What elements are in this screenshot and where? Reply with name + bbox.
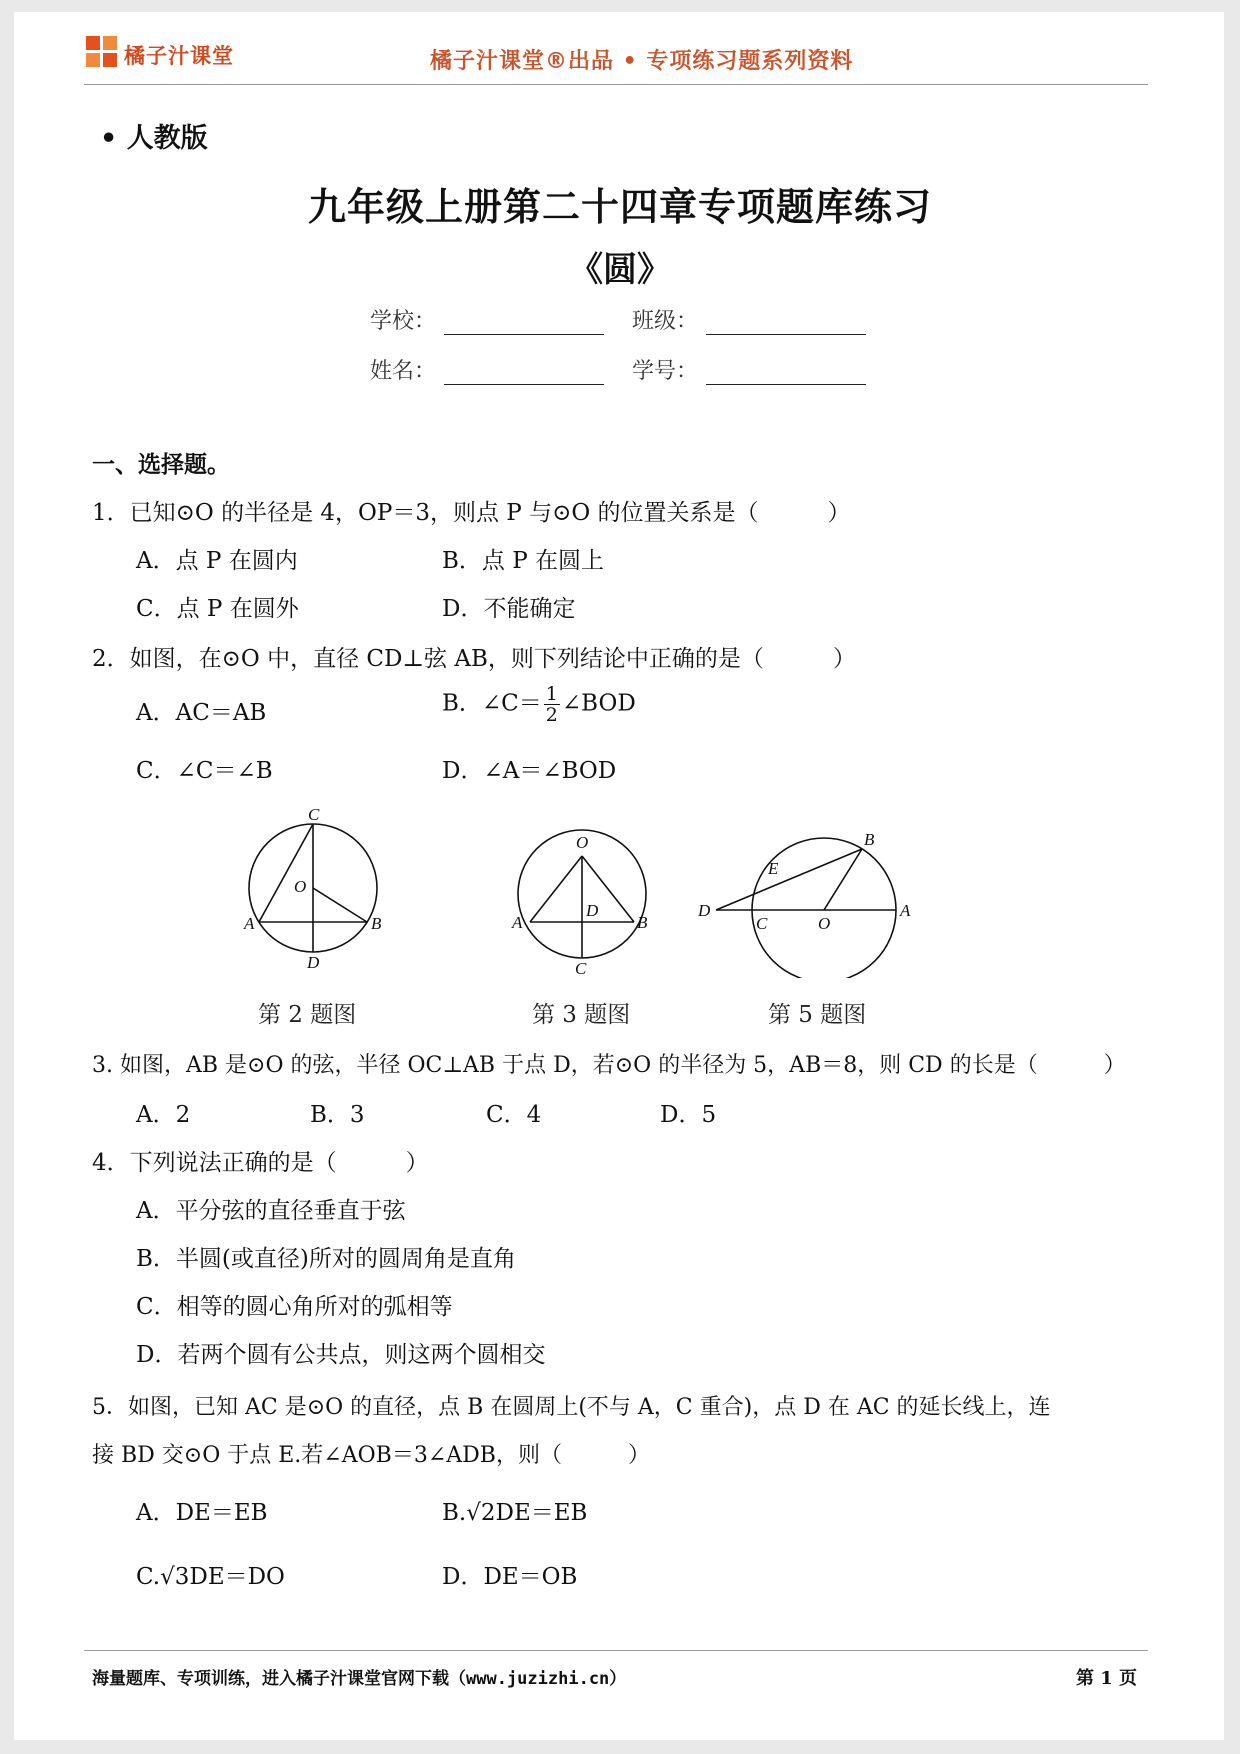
fig2-label-a: A (244, 914, 255, 933)
fig5-label-c: C (756, 914, 768, 933)
fig2-label-c: C (308, 805, 320, 824)
q4-option-c[interactable]: C．相等的圆心角所对的弧相等 (136, 1294, 453, 1320)
fig3-label-o: O (576, 833, 589, 852)
figure-3-caption: 第 3 题图 (532, 1002, 631, 1028)
q3-option-c[interactable]: C．4 (486, 1102, 542, 1128)
name-field[interactable] (370, 354, 604, 385)
question-2-stem: 2．如图，在⊙O 中，直径 CD⊥弦 AB，则下列结论中正确的是（ ） (92, 646, 856, 672)
footer-text: 海量题库、专项训练，进入橘子汁课堂官网下载（www.juzizhi.cn） (92, 1669, 627, 1689)
fig5-label-e: E (768, 859, 779, 878)
q2-option-b[interactable] (442, 684, 636, 725)
q3-option-b[interactable]: B．3 (310, 1102, 365, 1128)
q4-option-a[interactable]: A．平分弦的直径垂直于弦 (136, 1198, 406, 1224)
q2-option-d[interactable]: D．∠A＝∠BOD (442, 758, 617, 784)
page-subtitle: 《圆》 (569, 250, 671, 290)
q2-option-b-suffix: ∠BOD (561, 690, 636, 717)
fig5-label-d: D (698, 901, 711, 920)
question-1-stem: 1．已知⊙O 的半径是 4，OP＝3，则点 P 与⊙O 的位置关系是（ ） (92, 500, 851, 526)
fig5-label-a: A (900, 901, 911, 920)
fig3-label-d: D (586, 901, 599, 920)
q1-option-b[interactable]: B．点 P 在圆上 (442, 548, 604, 574)
q2-option-b-prefix: B．∠C＝ (442, 690, 542, 717)
figure-2-caption: 第 2 题图 (258, 1002, 357, 1028)
q5-option-d[interactable]: D．DE＝OB (442, 1564, 578, 1590)
name-label: 姓名： (370, 359, 437, 384)
edition-label: • 人教版 (100, 123, 208, 154)
q2-option-a[interactable]: A．AC＝AB (136, 700, 267, 726)
header-divider (84, 84, 1148, 85)
name-input-line[interactable] (444, 360, 604, 385)
number-field[interactable] (632, 354, 866, 385)
q4-option-d[interactable]: D．若两个圆有公共点，则这两个圆相交 (136, 1342, 546, 1368)
fig2-label-o: O (294, 877, 307, 896)
q3-option-a[interactable]: A．2 (136, 1102, 191, 1128)
logo-icon (84, 34, 120, 70)
header-title: 橘子汁课堂®出品 • 专项练习题系列资料 (430, 49, 854, 74)
q5-option-c[interactable]: C.√3DE＝DO (136, 1564, 285, 1590)
section-heading: 一、选择题。 (92, 452, 230, 478)
fig5-label-o: O (818, 914, 831, 933)
q1-option-c[interactable]: C．点 P 在圆外 (136, 596, 299, 622)
fig3-label-c: C (575, 959, 587, 978)
fig3-radius-oa (530, 856, 582, 922)
fraction (544, 684, 560, 725)
fig2-segment-ca (259, 824, 313, 922)
q5-option-a[interactable]: A．DE＝EB (136, 1500, 268, 1526)
number-label: 学号： (632, 359, 699, 384)
footer-divider (84, 1650, 1148, 1651)
school-input-line[interactable] (444, 310, 604, 335)
q3-option-d[interactable]: D．5 (660, 1102, 717, 1128)
logo-text: 橘子汁课堂 (124, 44, 234, 68)
page-number: 第 1 页 (1076, 1668, 1138, 1689)
q2-option-c[interactable]: C．∠C＝∠B (136, 758, 273, 784)
page-title: 九年级上册第二十四章专项题库练习 (307, 185, 932, 229)
fig3-label-b: B (637, 913, 648, 932)
fig5-line-db (716, 849, 862, 910)
q1-option-a[interactable]: A．点 P 在圆内 (136, 548, 298, 574)
question-3-stem: 3. 如图，AB 是⊙O 的弦，半径 OC⊥AB 于点 D，若⊙O 的半径为 5，AB＝8，则 CD 的长是（ ） (92, 1053, 1126, 1078)
q4-option-b[interactable]: B．半圆(或直径)所对的圆周角是直角 (136, 1246, 516, 1272)
fig2-label-d: D (307, 953, 320, 972)
fraction-denominator: 2 (545, 704, 558, 726)
question-5-stem-line-2: 接 BD 交⊙O 于点 E.若∠AOB＝3∠ADB，则（ ） (92, 1443, 650, 1468)
q5-option-b[interactable]: B.√2DE＝EB (442, 1500, 588, 1526)
fraction-numerator: 1 (545, 683, 558, 705)
question-4-stem: 4．下列说法正确的是（ ） (92, 1150, 429, 1176)
number-input-line[interactable] (706, 360, 866, 385)
school-label: 学校： (370, 309, 437, 334)
fig2-label-b: B (371, 914, 382, 933)
q1-option-d[interactable]: D．不能确定 (442, 596, 576, 622)
question-5-stem-line-1: 5．如图，已知 AC 是⊙O 的直径，点 B 在圆周上(不与 A，C 重合)，点 D 在 AC 的延长线上，连 (92, 1395, 1051, 1420)
figure-5 (694, 828, 924, 978)
fig5-label-b: B (864, 830, 875, 849)
figure-5-caption: 第 5 题图 (768, 1002, 867, 1028)
class-field[interactable] (632, 304, 866, 335)
fig5-radius-ob (824, 849, 862, 910)
fig2-segment-ob (313, 888, 367, 922)
fig3-label-a: A (512, 913, 523, 932)
class-label: 班级： (632, 309, 699, 334)
school-field[interactable] (370, 304, 604, 335)
figure-3 (508, 818, 660, 978)
class-input-line[interactable] (706, 310, 866, 335)
figure-2 (238, 802, 398, 972)
